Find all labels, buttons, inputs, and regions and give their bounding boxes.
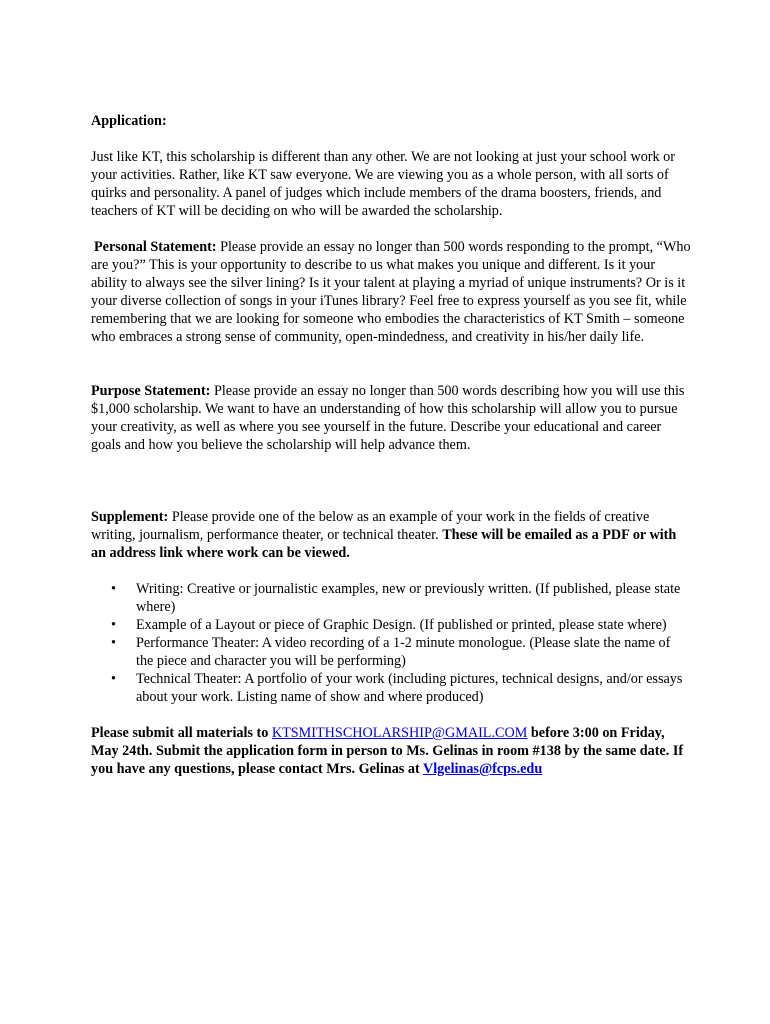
application-heading: Application: (91, 113, 167, 129)
bullet-icon: • (111, 635, 116, 651)
list-item-text: Writing: Creative or journalistic examples, new or previously written. (If published, please state where) (136, 581, 681, 615)
submission-instructions (91, 724, 691, 778)
purpose-statement-paragraph (91, 382, 691, 454)
bullet-icon: • (111, 671, 116, 687)
list-item-text: Technical Theater: A portfolio of your work (including pictures, technical designs, and/or essays about your work. Listing name of show and where produced) (136, 671, 683, 705)
bullet-icon: • (111, 581, 116, 597)
supplement-paragraph (91, 508, 691, 562)
supplement-bold-note: These will be emailed as a PDF or with an address link where work can be viewed. (91, 527, 677, 561)
list-item (91, 580, 691, 616)
purpose-statement-text: Please provide an essay no longer than 500 words describing how you will use this $1,000 scholarship. We want to have an understanding of how this scholarship will allow you to pursue your creativity, as well as where you see yourself in the future. Describe your educational and career goals and how you believe the scholarship will help advance them. (91, 383, 685, 453)
document-body (91, 112, 691, 778)
personal-statement-paragraph (91, 238, 691, 346)
scholarship-email-link[interactable]: KTSMITHSCHOLARSHIP@GMAIL.COM (271, 725, 528, 741)
contact-email-link[interactable]: Vlgelinas@fcps.edu (422, 761, 543, 777)
list-item (91, 670, 691, 706)
supplement-text: Please provide one of the below as an example of your work in the fields of creative writing, journalism, performance theater, or technical theater. (91, 509, 650, 543)
purpose-statement-label: Purpose Statement: (91, 383, 211, 399)
submission-prefix: Please submit all materials to (91, 725, 272, 741)
bullet-icon: • (111, 617, 116, 633)
list-item-text: Example of a Layout or piece of Graphic Design. (If published or printed, please state where) (136, 617, 667, 633)
list-item (91, 616, 691, 634)
submission-details: before 3:00 on Friday, May 24th. Submit the application form in person to Ms. Gelinas in room #138 by the same date. If you have any questions, please contact Mrs. Gelinas at (91, 725, 684, 777)
supplement-options-list (91, 580, 691, 706)
personal-statement-label: Personal Statement: (94, 239, 217, 255)
personal-statement-text: Please provide an essay no longer than 500 words responding to the prompt, “Who are you?” This is your opportunity to describe to us what makes you unique and different. Is it your ability to always see the silver lining? Is it your talent at playing a myriad of unique instruments? Or is it your diverse collection of songs in your iTunes library? Feel free to express yourself as you see fit, while remembering that we are looking for someone who embodies the characteristics of KT Smith – someone who embraces a strong sense of community, open-mindedness, and creativity in his/her daily life. (91, 239, 691, 345)
supplement-label: Supplement: (91, 509, 169, 525)
list-item (91, 634, 691, 670)
intro-paragraph: Just like KT, this scholarship is different than any other. We are not looking at just your school work or your activities. Rather, like KT saw everyone. We are viewing you as a whole person, with all sorts of quirks and personality. A panel of judges which include members of the drama boosters, friends, and teachers of KT will be deciding on who will be awarded the scholarship. (91, 149, 675, 219)
list-item-text: Performance Theater: A video recording of a 1-2 minute monologue. (Please slate the name of the piece and character you will be performing) (136, 635, 671, 669)
